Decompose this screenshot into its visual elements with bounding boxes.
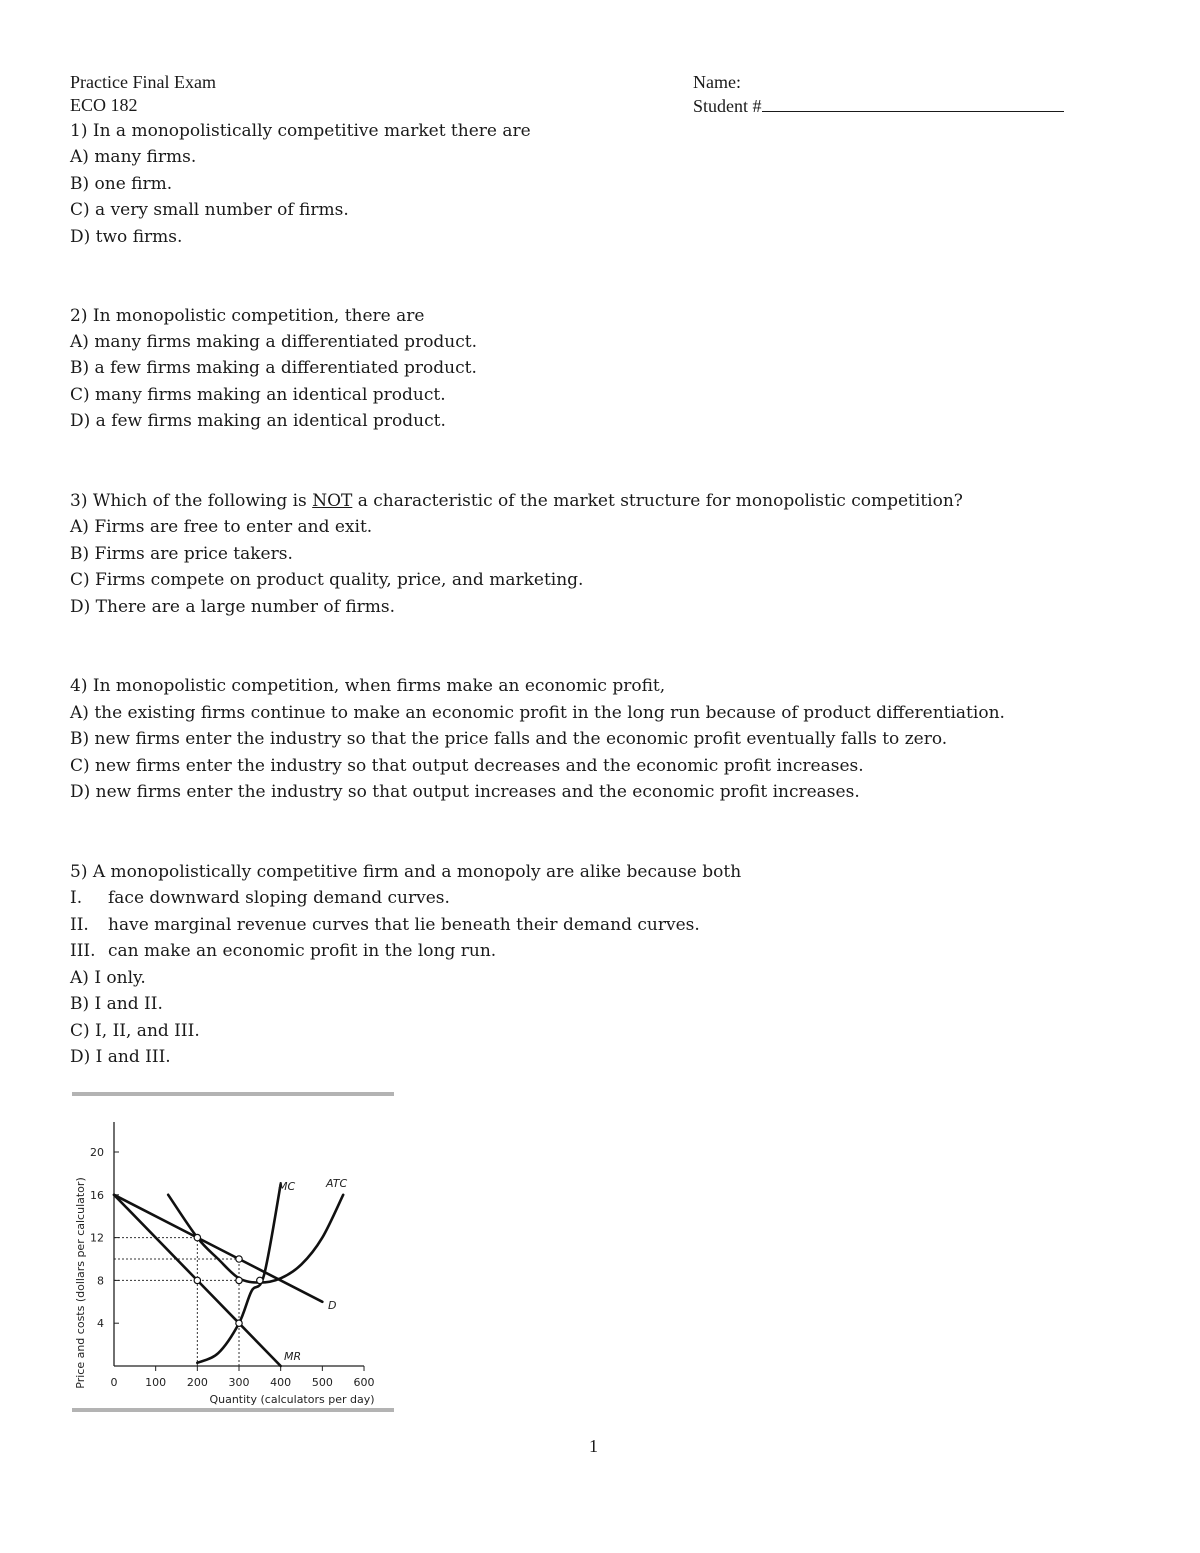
- course-code: ECO 182: [70, 95, 138, 115]
- question-1-stem: 1) In a monopolistically competitive market there are: [70, 121, 531, 141]
- question-2-option-c: C) many firms making an identical product.: [70, 385, 446, 405]
- student-number-label: Student #: [693, 96, 762, 116]
- question-3-option-c: C) Firms compete on product quality, price, and marketing.: [70, 570, 584, 590]
- question-3-emphasis: NOT: [312, 491, 353, 511]
- x-tick-label: 300: [228, 1376, 250, 1389]
- exam-title: Practice Final Exam: [70, 72, 216, 92]
- question-1-option-c: C) a very small number of firms.: [70, 200, 349, 220]
- question-2-option-d: D) a few firms making an identical product.: [70, 411, 446, 431]
- y-tick-label: 4: [97, 1317, 104, 1331]
- chart-bottom-rule: [72, 1408, 394, 1412]
- question-5-item-ii-number: II.: [70, 915, 89, 935]
- question-5-stem: 5) A monopolistically competitive firm and a monopoly are alike because both: [70, 862, 742, 882]
- name-label: Name:: [693, 72, 741, 92]
- mc-curve-label: MC: [278, 1180, 296, 1193]
- y-axis-label: Price and costs (dollars per calculator): [74, 1177, 87, 1389]
- question-5-item-iii-number: III.: [70, 941, 96, 961]
- y-tick-label: 20: [90, 1146, 104, 1159]
- question-2-option-a: A) many firms making a differentiated product.: [70, 332, 478, 352]
- equilibrium-point: [236, 1277, 242, 1283]
- x-axis-label: Quantity (calculators per day): [209, 1393, 375, 1406]
- question-5-item-i-number: I.: [70, 888, 83, 908]
- y-tick-label: 12: [90, 1231, 104, 1245]
- question-5-option-c: C) I, II, and III.: [70, 1021, 200, 1041]
- question-2-option-b: B) a few firms making a differentiated product.: [70, 358, 477, 378]
- question-4-option-c: C) new firms enter the industry so that output decreases and the economic profit increases.: [70, 756, 864, 776]
- question-4-option-a: A) the existing firms continue to make an economic profit in the long run because of product differentiation.: [70, 703, 1005, 723]
- question-5-item-ii-text: have marginal revenue curves that lie beneath their demand curves.: [108, 915, 700, 935]
- question-4-option-d: D) new firms enter the industry so that output increases and the economic profit increases.: [70, 782, 860, 802]
- equilibrium-point: [194, 1234, 200, 1240]
- question-5-item-iii-text: can make an economic profit in the long run.: [108, 941, 497, 961]
- atc-curve-label: ATC: [326, 1177, 348, 1190]
- demand-curve-label: D: [328, 1299, 337, 1312]
- equilibrium-point: [236, 1256, 242, 1262]
- equilibrium-point: [194, 1277, 200, 1283]
- chart-top-rule: [72, 1092, 394, 1096]
- question-3-option-a: A) Firms are free to enter and exit.: [70, 517, 373, 537]
- question-5-option-b: B) I and II.: [70, 994, 163, 1014]
- cost-revenue-chart: [72, 1092, 394, 1414]
- mr-curve-label: MR: [284, 1350, 302, 1363]
- question-3-stem-post: a characteristic of the market structure for monopolistic competition?: [352, 491, 963, 511]
- y-tick-label: 16: [90, 1188, 104, 1202]
- equilibrium-point: [257, 1277, 263, 1283]
- x-tick-label: 500: [311, 1376, 333, 1389]
- equilibrium-point: [236, 1320, 242, 1326]
- x-tick-label: 100: [145, 1376, 167, 1389]
- question-5-item-i-text: face downward sloping demand curves.: [108, 888, 450, 908]
- question-1-option-b: B) one firm.: [70, 174, 173, 194]
- question-1-option-d: D) two firms.: [70, 227, 183, 247]
- question-5-option-a: A) I only.: [70, 968, 146, 988]
- demand-curve: [114, 1195, 322, 1302]
- question-4-stem: 4) In monopolistic competition, when firms make an economic profit,: [70, 676, 666, 696]
- x-tick-label: 200: [186, 1376, 208, 1389]
- question-3-option-b: B) Firms are price takers.: [70, 544, 293, 564]
- question-5-option-d: D) I and III.: [70, 1047, 171, 1067]
- question-1-option-a: A) many firms.: [70, 147, 197, 167]
- student-number-field[interactable]: [693, 95, 1064, 116]
- student-number-blank[interactable]: [762, 95, 1064, 112]
- question-4-option-b: B) new firms enter the industry so that the price falls and the economic profit eventually falls to zero.: [70, 729, 948, 749]
- y-tick-label: 8: [97, 1274, 104, 1288]
- question-3-stem-pre: 3) Which of the following is: [70, 491, 313, 511]
- x-tick-label: 0: [110, 1376, 118, 1389]
- chart-svg: [72, 1092, 394, 1414]
- question-3-option-d: D) There are a large number of firms.: [70, 597, 396, 617]
- page-number: 1: [589, 1436, 598, 1456]
- x-tick-label: 600: [353, 1376, 375, 1389]
- question-3-stem: [70, 491, 963, 511]
- x-tick-label: 400: [270, 1376, 292, 1389]
- question-2-stem: 2) In monopolistic competition, there are: [70, 306, 425, 326]
